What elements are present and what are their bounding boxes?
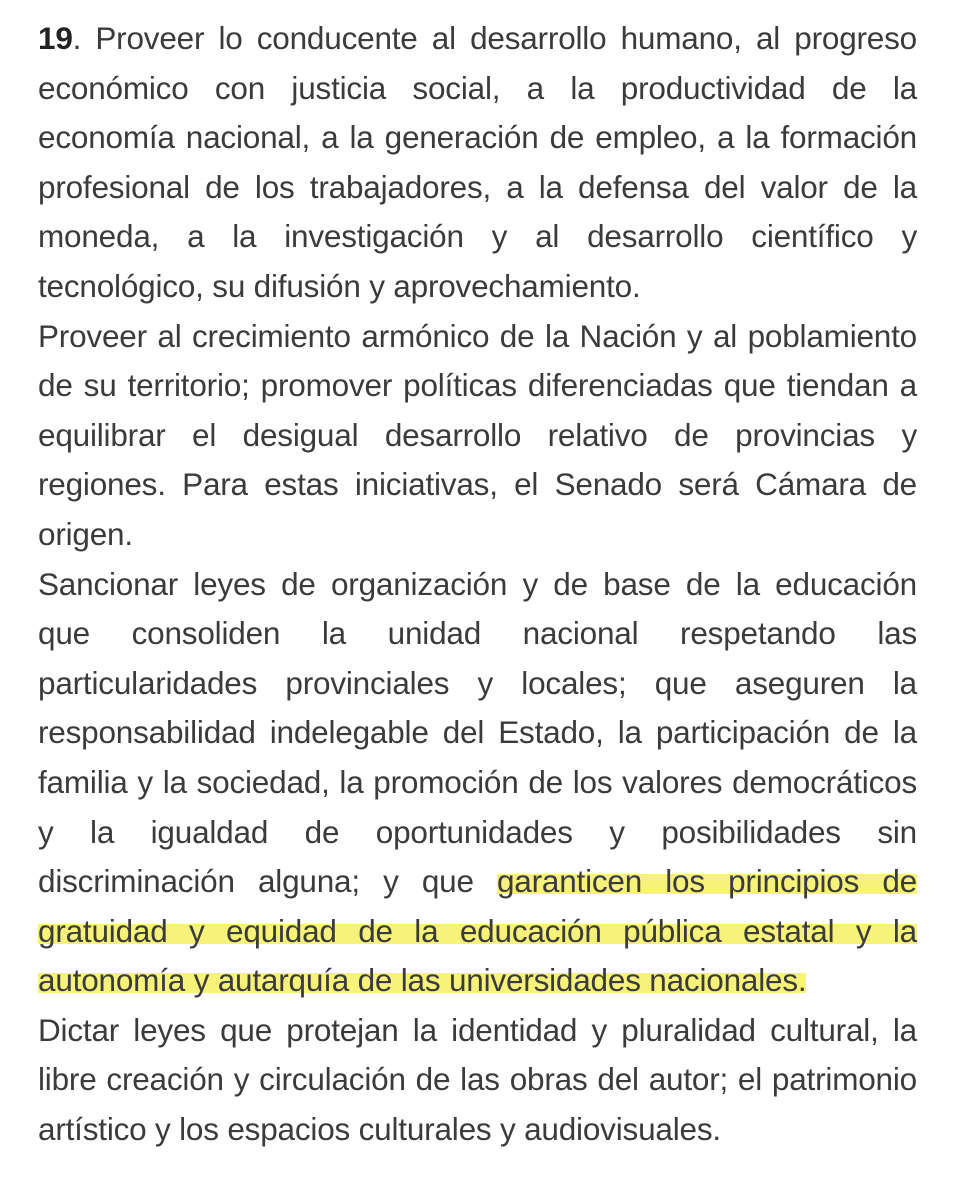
article-number: 19 [38,20,73,56]
paragraph-4 [38,1006,917,1155]
document-page [38,14,917,1155]
paragraph-1-text: . Proveer lo conducente al desarrollo humano, al progreso económico con justicia social, a la productividad de la economía nacional, a la generación de empleo, a la formación profesional de los trabajadores, a la defensa del valor de la moneda, a la investigación y al desarrollo científico y tecnológico, su difusión y aprovechamiento. [38,20,917,304]
paragraph-2 [38,312,917,560]
paragraph-4-text: Dictar leyes que protejan la identidad y pluralidad cultural, la libre creación y circulación de las obras del autor; el patrimonio artístico y los espacios culturales y audiovisuales. [38,1011,917,1148]
highlighted-text-2: s universidades nacionales. [424,962,807,999]
highlighted-text-1: garanticen los principios de gratuidad y equidad de la educación pública estatal y la autonomía y autarquía de la [38,863,917,999]
paragraph-1 [38,14,917,312]
paragraph-2-text: Proveer al crecimiento armónico de la Nación y al poblamiento de su territorio; promover políticas diferenciadas que tiendan a equilibrar el desigual desarrollo relativo de provincias y regiones. Para estas iniciativas, el Senado será Cámara de origen. [38,317,917,552]
paragraph-3-text: Sancionar leyes de organización y de base de la educación que consoliden la unidad nacional respetando las particularidades provinciales y locales; que aseguren la responsabilidad indelegable del Estado, la participación de la familia y la sociedad, la promoción de los valores democráticos y la igualdad de oportunidades y posibilidades sin discriminación alguna; y que [38,565,917,900]
paragraph-3 [38,560,917,1006]
